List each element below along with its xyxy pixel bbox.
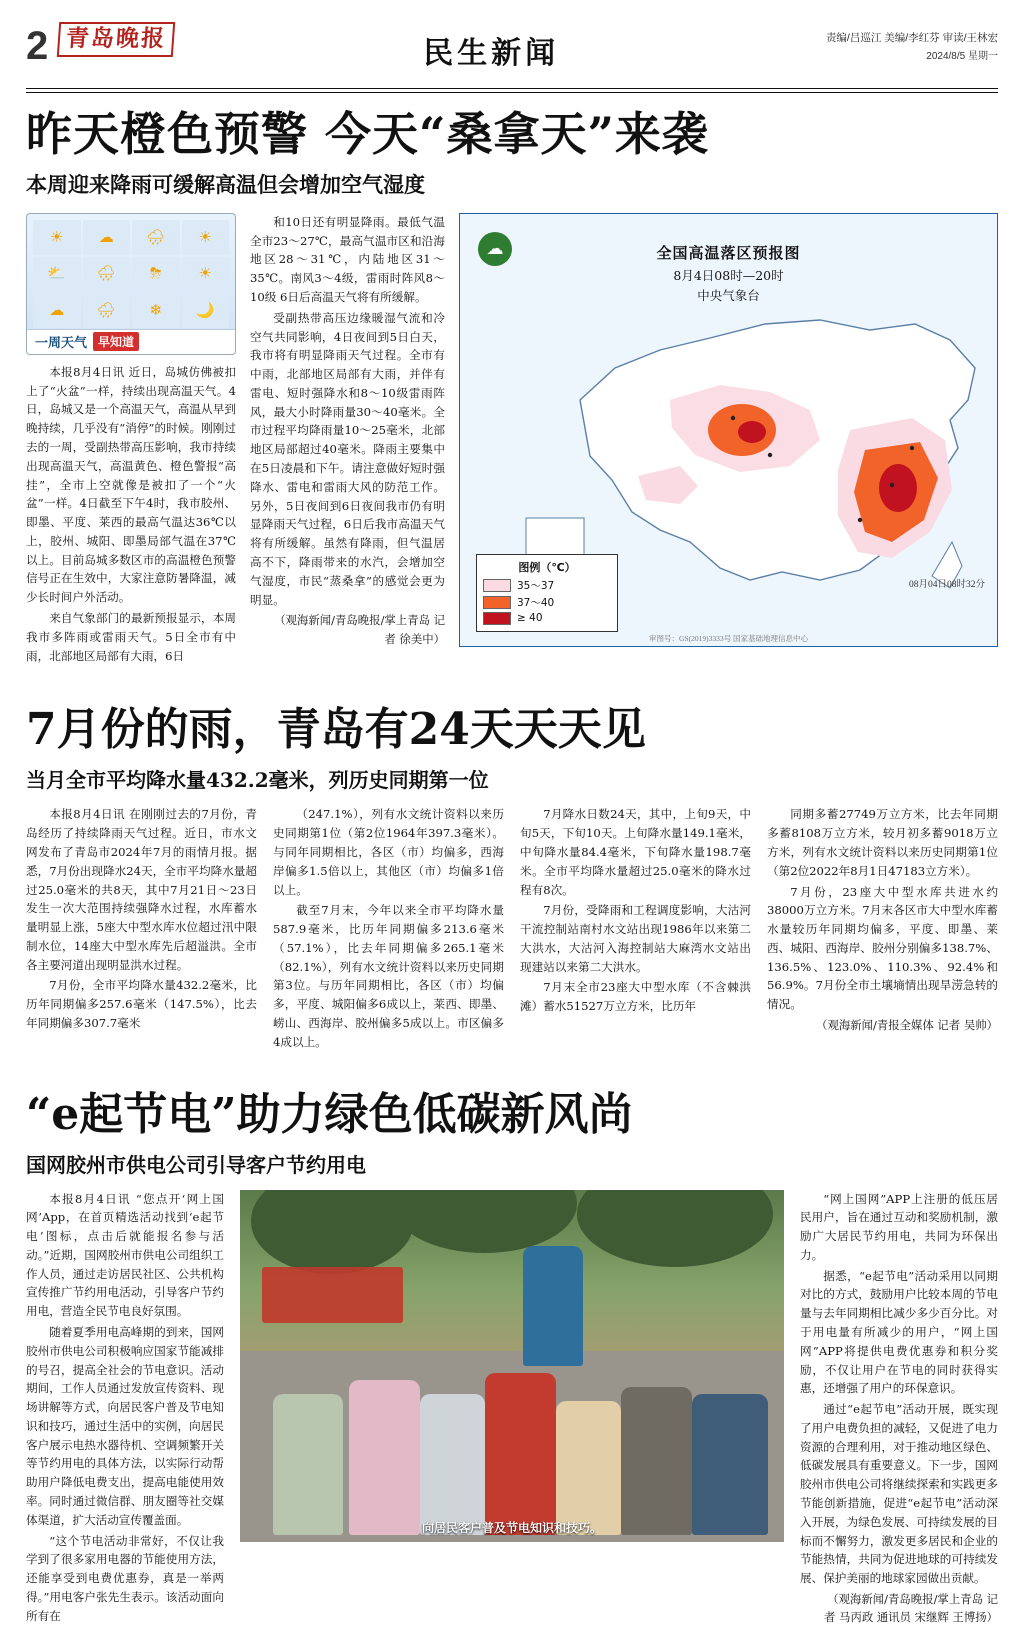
paragraph: 7月降水日数24天，其中，上旬9天，中旬5天，下旬10天。上旬降水量149.1毫米，中旬降水量84.4毫米，下旬降水量198.7毫米。全市平均降水量超过25.0毫米的降水过程有8次。	[520, 807, 751, 897]
paragraph: （247.1%），列有水文统计资料以来历史同期第1位（第2位1964年397.3毫米）。与同年同期相比，各区（市）均偏多，西海岸偏多1.5倍以上，其他区（市）均偏多1倍以上。	[273, 807, 504, 897]
paragraph: 通过“e起节电”活动开展，既实现了用户电费负担的减轻，又促进了电力资源的合理利用，对于推动地区绿色、低碳发展具有重要意义。下一步，国网胶州市供电公司将继续探索和实践更多节能创新措施，促进“e起节电”活动深入开展，为绿色发展、可持续发展的目标而不懈努力，激发更多居民和企业的节能热情，共同为促进地球的可持续发展、保护美丽的地球家园做出贡献。	[800, 1402, 998, 1586]
sun-icon: ☀	[182, 220, 230, 255]
story3-photo	[240, 1190, 784, 1542]
story2-headline: 7月份的雨，青岛有24天天天见	[26, 704, 646, 756]
publish-date: 2024/8/5 星期一	[926, 50, 998, 62]
page-credits	[808, 30, 998, 65]
legend-label: ≥ 40	[517, 612, 543, 625]
legend-swatch	[483, 596, 511, 609]
story2-column-3	[520, 805, 751, 1053]
story1-headline-block	[26, 108, 998, 199]
story2-headline-block	[26, 693, 998, 793]
story1-headline: 昨天橙色预警 今天“桑拿天”来袭	[26, 107, 709, 161]
paragraph: 本报8月4日讯 在刚刚过去的7月份，青岛经历了持续降雨天气过程。近日，市水文网发布了青岛市2024年7月的雨情月报。据悉，7月份出现降水24天，全市平均降水量超过25.0毫米的共8天，其中7月21日～23日发生一次大范围持续强降水过程，水库蓄水量明显上涨，5座大中型水库水位超过汛中限制水位，14座大中型水库先后超溢洪。全市各主要河道出现明显洪水过程。	[26, 807, 257, 972]
story2-column-4	[767, 805, 998, 1053]
story1-column-1	[26, 213, 236, 668]
paragraph: 同期多蓄27749万立方米，比去年同期多蓄8108万立方米，较月初多蓄9018万立方米，列有水文统计资料以来历史同期第1位（第2位2022年8月1日47183立方米）。	[767, 807, 998, 878]
paragraph: “网上国网”APP上注册的低压居民用户，旨在通过互动和奖励机制，激励广大居民节约用电，共同为环保出力。	[800, 1191, 998, 1262]
newspaper-page	[0, 14, 1024, 1625]
weather-widget-badge: 早知道	[93, 332, 139, 351]
story1-subhead: 本周迎来降雨可缓解高温但会增加空气湿度	[26, 171, 425, 197]
legend-row	[483, 595, 611, 610]
paragraph: 截至7月末，今年以来全市平均降水量587.9毫米，比历年同期偏多213.6毫米（57.1%），比去年同期偏多265.1毫米（82.1%），列有水文统计资料以来历史同期第3位。与历年同期相比，各区（市）均偏多，平度、城阳偏多6成以上，莱西、即墨、崂山、西海岸、胶州偏多5成以上。市区偏多4成以上。	[273, 903, 504, 1049]
cma-logo-icon: ☁	[478, 232, 512, 266]
heat-forecast-map	[459, 213, 998, 647]
story2-column-2	[273, 805, 504, 1053]
legend-label: 37～40	[517, 596, 555, 609]
paragraph: 受副热带高压边缘暖湿气流和冷空气共同影响，4日夜间到5日白天，我市将有明显降雨天气过程。全市有中雨，北部地区局部有大雨，并伴有雷电、短时强降水和8～10级雷雨阵风，最大小时降雨量30～40毫米。全市过程平均降雨量10～25毫米，北部地区局部超过40毫米。降雨主要集中在5日凌晨和下午。请注意做好短时强降水、雷电和雷雨大风的防范工作。另外，5日夜间到6日夜间我市仍有明显降雨天气过程，6日后我市高温天气将有所缓解。虽然有降雨，但气温居高不下，降雨带来的水汽，会增加空气湿度，市民“蒸桑拿”的感觉会更为明显。	[250, 310, 445, 607]
story3-byline: （观海新闻/青岛晚报/掌上青岛 记者 马丙政 通讯员 宋继辉 王博扬）	[824, 1591, 998, 1625]
story1-col2-text	[250, 213, 445, 648]
story3-body	[26, 1190, 998, 1629]
story2-subhead: 当月全市平均降水量432.2毫米，列历史同期第一位	[26, 768, 489, 793]
rain-icon: 🌧	[83, 257, 131, 292]
legend-swatch	[483, 579, 511, 592]
legend-label: 35～37	[517, 579, 555, 592]
paragraph: 本报8月4日讯 近日，岛城仿佛被扣上了“火盆”一样，持续出现高温天气。4日，岛城又是一个高温天气，高温从早到晚持续，几乎没有“消停”的时候。刚刚过去的一周，受副热带高压影响，我市持续出现高温天气，高温黄色、橙色警报“高挂”，全市上空就像是被扣了一个“火盆”一样。4日截至下午4时，我市胶州、即墨、平度、莱西的最高气温达36℃以上，胶州、城阳、即墨局部气温在37℃以上。目前岛城多数区市的高温橙色预警信号正在生效中，大家注意防暑降温，减少长时间户外活动。	[26, 364, 236, 605]
map-legend	[476, 554, 618, 632]
paragraph: 7月份，23座大中型水库共进水约38000万立方米。7月末各区市大中型水库蓄水量较历年同期均偏多，平度、即墨、莱西、城阳、西海岸、胶州分别偏多138.7%、136.5%、123.0%、110.3%、92.4%和56.9%。7月份全市土壤墒情出现旱涝急转的情况。	[767, 884, 998, 1012]
snow-icon: ❄	[132, 293, 180, 328]
cloud-icon: ☁	[83, 220, 131, 255]
story3-column-left	[26, 1190, 224, 1629]
story1-col1-text	[26, 363, 236, 666]
weather-widget-caption	[27, 329, 235, 354]
legend-swatch	[483, 612, 511, 625]
page-number: 2	[26, 24, 49, 68]
paragraph: 7月末全市23座大中型水库（不含棘洪滩）蓄水51527万立方米，比历年	[520, 980, 751, 1014]
legend-title: 图例（℃）	[518, 560, 576, 574]
sun-icon: ☀	[33, 220, 81, 255]
credits-line: 责编/吕巡江 美编/李红芬 审读/王林宏	[825, 32, 998, 44]
story2-byline: （观海新闻/青报全媒体 记者 吴帅）	[816, 1017, 998, 1032]
story3-photo-caption: 向居民客户普及节电知识和技巧。	[421, 1520, 602, 1535]
paragraph: 据悉，“e起节电”活动采用以同期对比的方式，鼓励用户比较本周的节电量与去年同期相比减少多少百分比。对于用电量有所减少的用户，“网上国网”APP将提供电费优惠券和积分奖励，不仅让用户在节电的同时获得实惠，还增强了用户的环保意识。	[800, 1268, 998, 1396]
weather-widget-label: 一周天气	[35, 336, 88, 352]
story3-headline: “e起节电”助力绿色低碳新风尚	[26, 1088, 633, 1140]
map-timestamp: 08月04日08时32分	[908, 579, 985, 590]
story2-body	[26, 805, 998, 1053]
story1-column-2	[250, 213, 445, 668]
storm-icon: ⛈	[132, 257, 180, 292]
legend-row	[483, 578, 611, 593]
paragraph: 本报8月4日讯 “您点开‘网上国网’App，在首页精选活动找到‘e起节电’图标，点击后就能报名参与活动。”近期，国网胶州市供电公司组织工作人员，通过走访居民社区、公共机构宣传推广节约用电活动，引导客户节约用电，营造全民节电良好氛围。	[26, 1191, 224, 1319]
story1-byline: （观海新闻/青岛晚报/掌上青岛 记者 徐美中）	[274, 613, 445, 646]
masthead-rule-thin	[26, 92, 998, 93]
masthead	[26, 14, 998, 86]
cloud-sun-icon: ⛅	[33, 257, 81, 292]
cloud-icon: ☁	[33, 293, 81, 328]
legend-row	[483, 612, 611, 625]
map-title: 全国高温落区预报图	[656, 243, 801, 262]
story3-headline-block	[26, 1078, 998, 1178]
weather-week-widget	[26, 213, 236, 355]
map-time: 8月4日08时—20时	[673, 267, 784, 283]
paragraph: 随着夏季用电高峰期的到来，国网胶州市供电公司积极响应国家节能减排的号召，提高全社会的节电意识。活动期间，工作人员通过发放宣传资料、现场讲解等方式，向居民客户普及节电知识和技巧，通过生活中的实例，向居民客户展示电热水器待机、空调频繁开关等节约用电的具体方法，以实际行动帮助用户降低电费支出，提高电能使用效率。同时通过微信群、朋友圈等社交媒体渠道，扩大活动宣传覆盖面。	[26, 1325, 224, 1527]
story1-map-figure	[459, 213, 998, 668]
weather-icon-grid	[33, 220, 229, 328]
moon-icon: 🌙	[182, 293, 230, 328]
section-title: 民生新闻	[423, 36, 560, 71]
paragraph: 和10日还有明显降雨。最低气温全市23～27℃，最高气温市区和沿海地区28～31℃，内陆地区31～35℃。南风3～4级，雷雨时阵风8～10级 6日后高温天气将有所缓解。	[250, 214, 445, 305]
story2-column-1	[26, 805, 257, 1053]
masthead-rule	[26, 88, 998, 89]
paragraph: 7月份，全市平均降水量432.2毫米，比历年同期偏多257.6毫米（147.5%），比去年同期偏多307.7毫米	[26, 978, 257, 1030]
paragraph: 来自气象部门的最新预报显示，本周我市多阵雨或雷雨天气。5日全市有中雨，北部地区局部有大雨，6日	[26, 611, 236, 663]
paper-logo: 青岛晚报	[57, 22, 175, 57]
map-footnote: 审图号：GS(2019)3333号 国家基础地理信息中心	[649, 633, 808, 643]
story1-body	[26, 213, 998, 668]
paragraph: 7月份，受降雨和工程调度影响，大沽河干流控制站南村水文站出现1986年以来第二大洪水，大沽河入海控制站大麻湾水文站出现建站以来第二大洪水。	[520, 903, 751, 974]
rain-icon: 🌧	[83, 293, 131, 328]
story3-column-right	[800, 1190, 998, 1629]
map-issuer: 中央气象台	[697, 287, 760, 303]
paragraph: “这个节电活动非常好，不仅让我学到了很多家用电器的节能使用方法，还能享受到电费优惠券，真是一举两得。”用电客户张先生表示。该活动面向所有在	[26, 1533, 224, 1623]
rain-icon: 🌧	[132, 220, 180, 255]
sun-icon: ☀	[182, 257, 230, 292]
story3-subhead: 国网胶州市供电公司引导客户节约用电	[26, 1152, 366, 1177]
